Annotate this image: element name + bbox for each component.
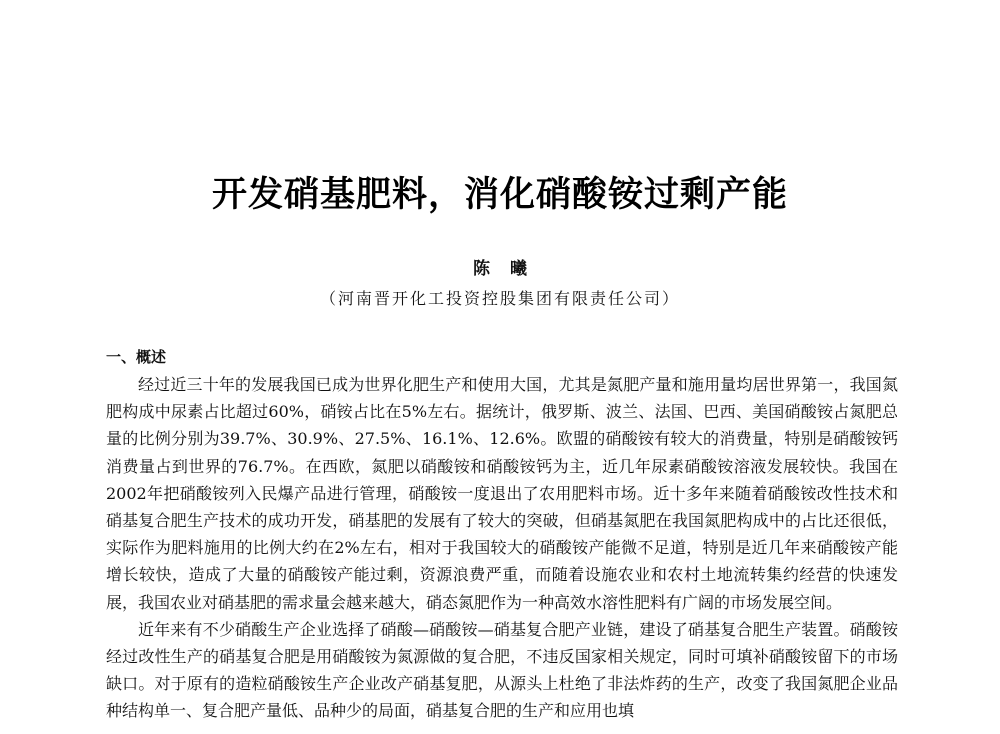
author-affiliation: （河南晋开化工投资控股集团有限责任公司） (319, 289, 680, 308)
paragraph: 近年来有不少硝酸生产企业选择了硝酸—硝酸铵—硝基复合肥产业链，建设了硝基复合肥生产装置。硝酸铵经过改性生产的硝基复合肥是用硝酸铵为氮源做的复合肥，不违反国家相关规定，同时可填补硝酸铵留下的市场缺口。对于原有的造粒硝酸铵生产企业改产硝基复肥，从源头上杜绝了非法炸药的生产，改变了我国氮肥企业品种结构单一、复合肥产量低、品种少的局面，硝基复合肥的生产和应用也填 (106, 619, 898, 721)
author-name: 陈曦 (473, 259, 547, 279)
section-heading: 一、概述 (106, 348, 167, 366)
section-body (106, 371, 898, 725)
paragraph: 经过近三十年的发展我国已成为世界化肥生产和使用大国，尤其是氮肥产量和施用量均居世界第一，我国氮肥构成中尿素占比超过60%，硝铵占比在5%左右。据统计，俄罗斯、波兰、法国、巴西、美国硝酸铵占氮肥总量的比例分别为39.7%、30.9%、27.5%、16.1%、12.6%。欧盟的硝酸铵有较大的消费量，特别是硝酸铵钙消费量占到世界的76.7%。在西欧，氮肥以硝酸铵和硝酸铵钙为主，近几年尿素硝酸铵溶液发展较快。我国在2002年把硝酸铵列入民爆产品进行管理，硝酸铵一度退出了农用肥料市场。近十多年来随着硝酸铵改性技术和硝基复合肥生产技术的成功开发，硝基肥的发展有了较大的突破，但硝基氮肥在我国氮肥构成中的占比还很低，实际作为肥料施用的比例大约在2%左右，相对于我国较大的硝酸铵产能微不足道，特别是近几年来硝酸铵产能增长较快，造成了大量的硝酸铵产能过剩，资源浪费严重，而随着设施农业和农村土地流转集约经营的快速发展，我国农业对硝基肥的需求量会越来越大，硝态氮肥作为一种高效水溶性肥料有广阔的市场发展空间。 (106, 375, 898, 612)
article-title: 开发硝基肥料，消化硝酸铵过剩产能 (211, 175, 788, 215)
